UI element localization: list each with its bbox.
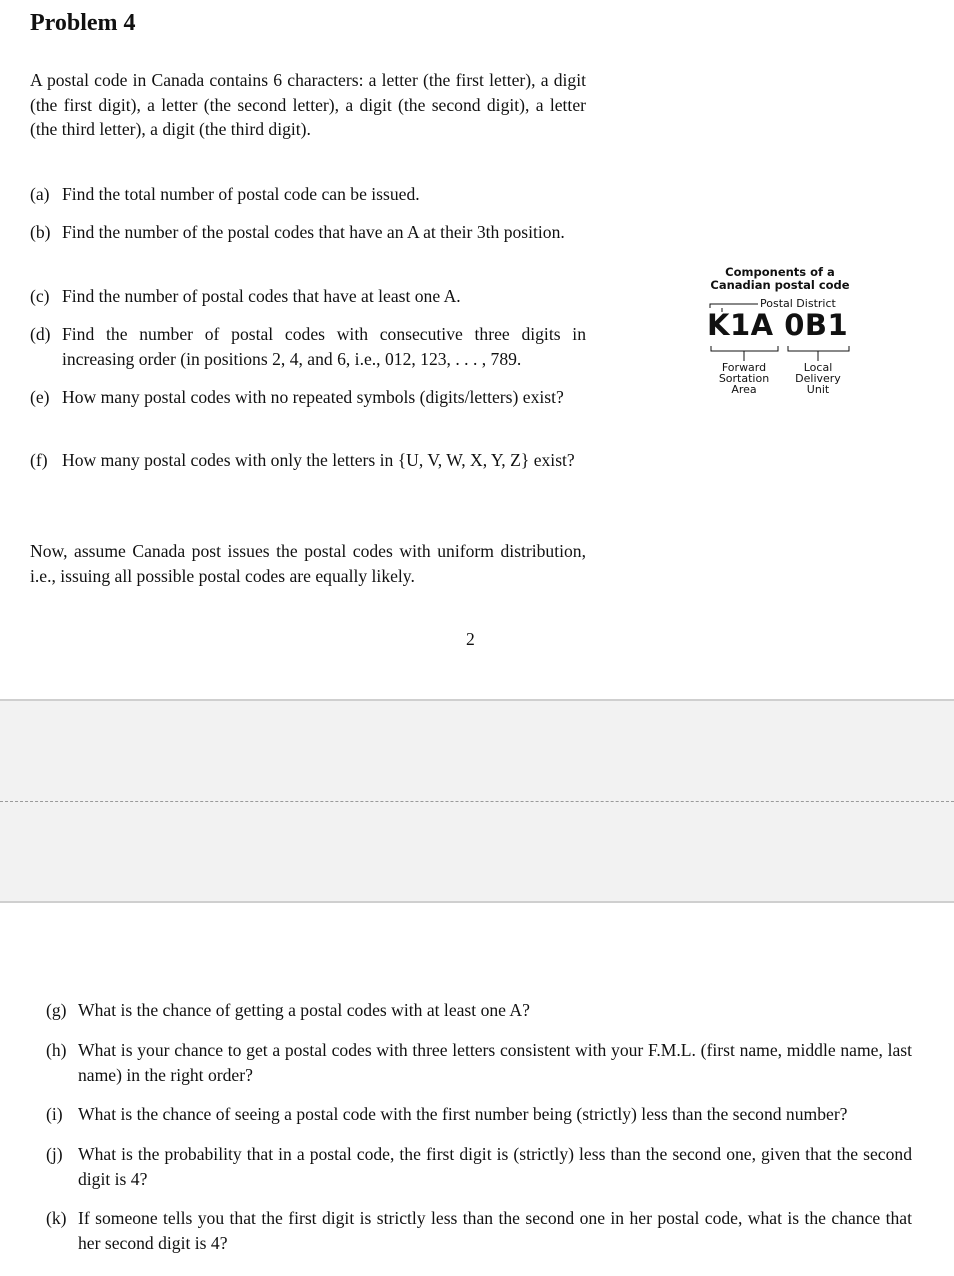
postal-district-label: Postal District <box>760 297 836 310</box>
question-a <box>30 182 586 207</box>
ldu-line: Unit <box>806 383 830 396</box>
question-text: Find the number of postal codes with consecutive three digits in increasing order (in positions 2, 4, and 6, i.e., 012, 123, . . . , 789. <box>62 324 586 369</box>
question-label: (k) <box>46 1208 67 1228</box>
ldu-line: Delivery <box>795 372 841 385</box>
intro-paragraph: A postal code in Canada contains 6 characters: a letter (the first letter), a digit (the first digit), a letter (the second letter), a digit (the second digit), a letter (the third letter), a digit (the third digit). <box>30 70 586 139</box>
question-b <box>30 220 586 245</box>
question-text: What is your chance to get a postal codes with three letters consistent with your F.M.L. (first name, middle name, last name) in the right order? <box>78 1040 912 1085</box>
question-label: (i) <box>46 1104 63 1124</box>
figure-title-line: Canadian postal code <box>710 278 850 292</box>
page-break-dashed-line <box>0 801 954 802</box>
fsa-line: Sortation <box>718 372 770 385</box>
question-label: (g) <box>46 1000 67 1020</box>
question-label: (b) <box>30 222 51 242</box>
question-text: How many postal codes with no repeated symbols (digits/letters) exist? <box>62 387 564 407</box>
question-j <box>46 1142 912 1191</box>
question-text: Find the total number of postal code can be issued. <box>62 184 420 204</box>
ldu-line: Local <box>803 361 833 374</box>
question-label: (a) <box>30 184 50 204</box>
fsa-line: Area <box>731 383 757 396</box>
question-label: (e) <box>30 387 50 407</box>
question-label: (j) <box>46 1144 63 1164</box>
question-label: (c) <box>30 286 50 306</box>
question-label: (f) <box>30 450 48 470</box>
local-delivery-unit-label <box>788 362 848 395</box>
question-k <box>46 1206 912 1255</box>
question-text: Find the number of postal codes that have at least one A. <box>62 286 461 306</box>
question-text: What is the chance of getting a postal codes with at least one A? <box>78 1000 530 1020</box>
question-text: What is the probability that in a postal code, the first digit is (strictly) less than the second one, given that the second digit is 4? <box>78 1144 912 1189</box>
transition-paragraph: Now, assume Canada post issues the postal codes with uniform distribution, i.e., issuing all possible postal codes are equally likely. <box>30 541 586 586</box>
question-label: (d) <box>30 324 51 344</box>
question-c <box>30 284 586 309</box>
question-i <box>46 1102 912 1127</box>
sample-postal-code: K1A 0B1 <box>707 308 849 342</box>
question-text: If someone tells you that the first digit is strictly less than the second one in her postal code, what is the chance that her second digit is 4? <box>78 1208 912 1253</box>
question-text: How many postal codes with only the letters in {U, V, W, X, Y, Z} exist? <box>62 450 575 470</box>
figure-title <box>700 266 860 292</box>
question-text: What is the chance of seeing a postal code with the first number being (strictly) less than the second number? <box>78 1104 848 1124</box>
question-text: Find the number of the postal codes that have an A at their 3th position. <box>62 222 565 242</box>
question-h <box>46 1038 912 1087</box>
fsa-line: Forward <box>721 361 767 374</box>
forward-sortation-area-label <box>708 362 780 395</box>
question-f <box>30 448 586 473</box>
question-e <box>30 385 586 410</box>
question-g <box>46 998 912 1023</box>
page-number: 2 <box>466 629 475 649</box>
question-d <box>30 322 586 371</box>
problem-title: Problem 4 <box>30 10 136 36</box>
figure-title-line: Components of a <box>725 265 835 279</box>
question-label: (h) <box>46 1040 67 1060</box>
